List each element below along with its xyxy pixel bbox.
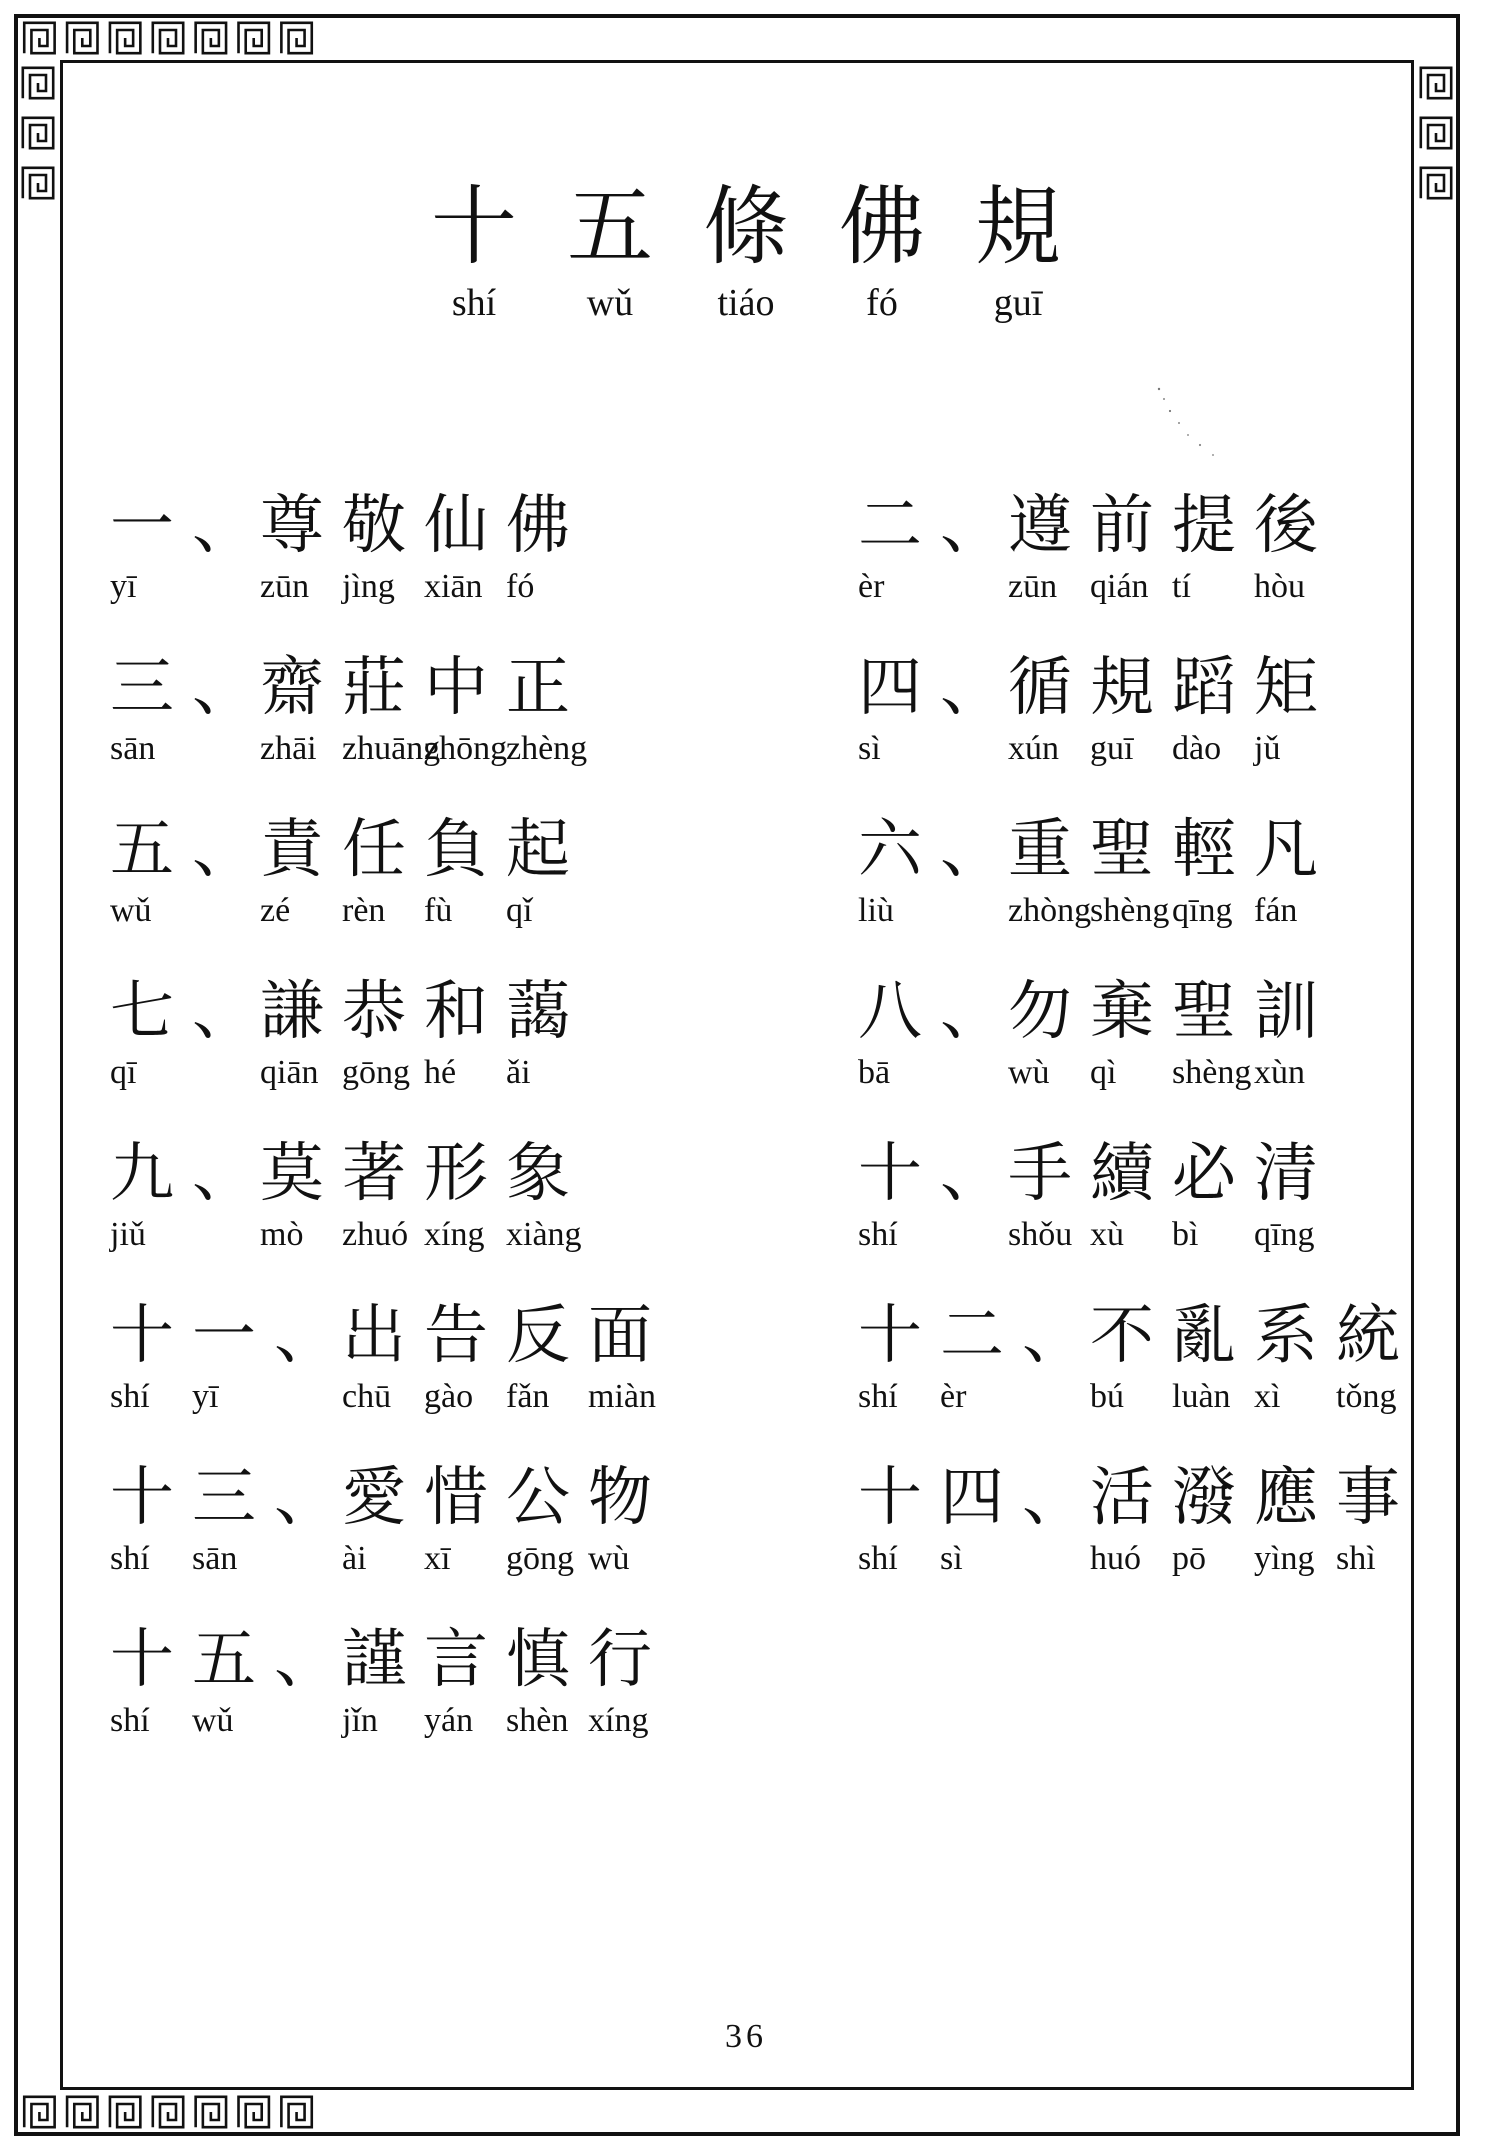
rule-number-char: 十 xyxy=(858,1137,922,1211)
rule-item xyxy=(110,1300,750,1416)
rule-char-pinyin: dào xyxy=(1172,729,1222,767)
rule-char-pinyin: xī xyxy=(424,1539,451,1577)
enumeration-comma: 、 xyxy=(1022,1299,1086,1373)
enumeration-comma: 、 xyxy=(192,975,256,1049)
rule-char: 系 xyxy=(1254,1299,1318,1373)
rule-char-pinyin: jǐn xyxy=(342,1701,378,1739)
rule-item xyxy=(858,814,1492,930)
rule-char-pinyin: wù xyxy=(1008,1053,1050,1091)
rule-hanzi xyxy=(110,976,750,1050)
rule-char: 形 xyxy=(424,1137,488,1211)
rule-char-pinyin: fán xyxy=(1254,891,1298,929)
pinyin-spacer xyxy=(192,730,260,768)
rule-number-char: 十 xyxy=(110,1623,174,1697)
rule-hanzi xyxy=(110,1138,750,1212)
rule-item xyxy=(110,814,750,930)
rule-pinyin xyxy=(858,568,1492,606)
rule-char: 言 xyxy=(424,1623,488,1697)
rule-char-pinyin: shǒu xyxy=(1008,1215,1073,1253)
rule-char-pinyin: zūn xyxy=(1008,567,1058,605)
rule-number-char: 三 xyxy=(110,651,174,725)
rule-pinyin xyxy=(110,730,750,768)
rule-number-pinyin: èr xyxy=(940,1377,967,1415)
pinyin-spacer xyxy=(940,1216,1008,1254)
enumeration-comma: 、 xyxy=(274,1299,338,1373)
rule-char: 面 xyxy=(588,1299,652,1373)
rule-number-pinyin: bā xyxy=(858,1053,891,1091)
rule-number-pinyin: wǔ xyxy=(192,1701,234,1739)
rule-char: 規 xyxy=(1090,651,1154,725)
rule-char: 藹 xyxy=(506,975,570,1049)
rule-char: 著 xyxy=(342,1137,406,1211)
rule-char: 聖 xyxy=(1090,813,1154,887)
rule-number-char: 二 xyxy=(940,1299,1004,1373)
title-char: 佛 xyxy=(839,177,925,277)
rule-char: 活 xyxy=(1090,1461,1154,1535)
rule-hanzi xyxy=(858,652,1492,726)
rule-char: 告 xyxy=(424,1299,488,1373)
rule-char: 齋 xyxy=(260,651,324,725)
pinyin-spacer xyxy=(274,1702,342,1740)
pinyin-spacer xyxy=(1022,1540,1090,1578)
rule-number-pinyin: èr xyxy=(858,567,885,605)
rule-number-pinyin: sān xyxy=(110,729,156,767)
rule-number-char: 一 xyxy=(192,1299,256,1373)
rule-number-pinyin: sì xyxy=(940,1539,963,1577)
rule-char-pinyin: yán xyxy=(424,1701,474,1739)
rule-char-pinyin: zhuó xyxy=(342,1215,409,1253)
rule-char: 不 xyxy=(1090,1299,1154,1373)
rule-item xyxy=(858,1462,1492,1578)
rule-char: 出 xyxy=(342,1299,406,1373)
enumeration-comma: 、 xyxy=(192,651,256,725)
rule-number-pinyin: shí xyxy=(110,1701,150,1739)
rule-char: 亂 xyxy=(1172,1299,1236,1373)
rule-char-pinyin: fǎn xyxy=(506,1377,550,1415)
rule-number-pinyin: yī xyxy=(192,1377,219,1415)
enumeration-comma: 、 xyxy=(274,1461,338,1535)
rule-pinyin xyxy=(858,1054,1492,1092)
rule-char: 敬 xyxy=(342,489,406,563)
title-char: 十 xyxy=(431,177,517,277)
rule-char-pinyin: gōng xyxy=(342,1053,410,1091)
rule-char: 莫 xyxy=(260,1137,324,1211)
rule-char-pinyin: xì xyxy=(1254,1377,1281,1415)
rule-char-pinyin: zhòng xyxy=(1008,891,1092,929)
pinyin-spacer xyxy=(192,1054,260,1092)
rule-char: 責 xyxy=(260,813,324,887)
rule-char: 反 xyxy=(506,1299,570,1373)
rule-char-pinyin: hòu xyxy=(1254,567,1305,605)
rule-char: 象 xyxy=(506,1137,570,1211)
rule-char-pinyin: shèn xyxy=(506,1701,569,1739)
rule-hanzi xyxy=(110,1300,750,1374)
pinyin-spacer xyxy=(940,568,1008,606)
pinyin-spacer xyxy=(192,892,260,930)
rule-char: 仙 xyxy=(424,489,488,563)
rule-item xyxy=(858,976,1492,1092)
pinyin-spacer xyxy=(274,1540,342,1578)
page-number: 36 xyxy=(725,2018,767,2055)
title-pinyin-syllable: tiáo xyxy=(717,281,775,324)
rule-char-pinyin: huó xyxy=(1090,1539,1141,1577)
pinyin-spacer xyxy=(1022,1378,1090,1416)
rule-char-pinyin: xùn xyxy=(1254,1053,1305,1091)
rule-char: 中 xyxy=(424,651,488,725)
rule-char: 應 xyxy=(1254,1461,1318,1535)
rule-hanzi xyxy=(110,652,750,726)
rule-number-char: 四 xyxy=(858,651,922,725)
rule-char: 輕 xyxy=(1172,813,1236,887)
rule-char-pinyin: xiān xyxy=(424,567,483,605)
rule-char: 起 xyxy=(506,813,570,887)
rule-char-pinyin: yìng xyxy=(1254,1539,1315,1577)
rule-char-pinyin: jìng xyxy=(342,567,395,605)
rule-number-pinyin: liù xyxy=(858,891,894,929)
rule-number-pinyin: shí xyxy=(110,1539,150,1577)
rule-char: 謙 xyxy=(260,975,324,1049)
enumeration-comma: 、 xyxy=(940,975,1004,1049)
rule-char: 惜 xyxy=(424,1461,488,1535)
rule-char-pinyin: chū xyxy=(342,1377,392,1415)
rule-char: 蹈 xyxy=(1172,651,1236,725)
rule-char: 公 xyxy=(506,1461,570,1535)
rule-char: 莊 xyxy=(342,651,406,725)
rule-item xyxy=(858,652,1492,768)
rule-number-char: 一 xyxy=(110,489,174,563)
rule-char-pinyin: qīng xyxy=(1254,1215,1315,1253)
enumeration-comma: 、 xyxy=(940,813,1004,887)
rule-char-pinyin: zūn xyxy=(260,567,310,605)
rule-char: 和 xyxy=(424,975,488,1049)
rule-pinyin xyxy=(858,1540,1492,1578)
rule-hanzi xyxy=(110,490,750,564)
rule-char-pinyin: qiān xyxy=(260,1053,319,1091)
rule-char: 慎 xyxy=(506,1623,570,1697)
rule-char: 必 xyxy=(1172,1137,1236,1211)
title-pinyin-syllable: fó xyxy=(866,281,898,324)
rule-char: 訓 xyxy=(1254,975,1318,1049)
rule-char-pinyin: zhuāng xyxy=(342,729,441,767)
title-pinyin-syllable: wǔ xyxy=(586,281,634,324)
scan-speckle xyxy=(1155,385,1225,465)
rule-pinyin xyxy=(110,1540,750,1578)
rule-hanzi xyxy=(858,490,1492,564)
rule-item xyxy=(110,1462,750,1578)
enumeration-comma: 、 xyxy=(1022,1461,1086,1535)
rule-item xyxy=(110,1624,750,1740)
rule-number-pinyin: qī xyxy=(110,1053,137,1091)
rule-char-pinyin: xù xyxy=(1090,1215,1124,1253)
rule-char-pinyin: shèng xyxy=(1172,1053,1252,1091)
rule-char: 清 xyxy=(1254,1137,1318,1211)
rule-char-pinyin: qián xyxy=(1090,567,1149,605)
rule-char-pinyin: fó xyxy=(506,567,535,605)
rule-item xyxy=(110,490,750,606)
title-char: 條 xyxy=(703,177,789,277)
rule-char: 棄 xyxy=(1090,975,1154,1049)
enumeration-comma: 、 xyxy=(940,489,1004,563)
rule-pinyin xyxy=(110,568,750,606)
rule-number-pinyin: shí xyxy=(858,1377,898,1415)
rule-char: 恭 xyxy=(342,975,406,1049)
rule-number-char: 十 xyxy=(110,1461,174,1535)
rule-char: 手 xyxy=(1008,1137,1072,1211)
rule-char: 負 xyxy=(424,813,488,887)
rule-char-pinyin: xún xyxy=(1008,729,1059,767)
rule-char-pinyin: xíng xyxy=(424,1215,485,1253)
rule-char: 統 xyxy=(1336,1299,1400,1373)
enumeration-comma: 、 xyxy=(192,1137,256,1211)
enumeration-comma: 、 xyxy=(192,489,256,563)
rule-char: 勿 xyxy=(1008,975,1072,1049)
rule-char: 物 xyxy=(588,1461,652,1535)
rule-char: 尊 xyxy=(260,489,324,563)
rule-pinyin xyxy=(110,892,750,930)
rule-hanzi xyxy=(858,976,1492,1050)
enumeration-comma: 、 xyxy=(940,1137,1004,1211)
rule-char: 事 xyxy=(1336,1461,1400,1535)
title-pinyin-syllable: shí xyxy=(451,281,497,324)
rule-char-pinyin: jǔ xyxy=(1254,729,1281,767)
pinyin-spacer xyxy=(940,892,1008,930)
title-char: 五 xyxy=(567,177,653,277)
rule-char-pinyin: gào xyxy=(424,1377,474,1415)
rule-char-pinyin: gōng xyxy=(506,1539,574,1577)
rule-char: 循 xyxy=(1008,651,1072,725)
rule-hanzi xyxy=(858,1138,1492,1212)
rule-item xyxy=(858,490,1492,606)
rule-item xyxy=(110,1138,750,1254)
rule-char-pinyin: bú xyxy=(1090,1377,1124,1415)
rule-number-pinyin: wǔ xyxy=(110,891,152,929)
rule-number-pinyin: shí xyxy=(110,1377,150,1415)
rule-char: 任 xyxy=(342,813,406,887)
rule-hanzi xyxy=(858,1300,1492,1374)
rule-char-pinyin: xiàng xyxy=(506,1215,582,1253)
rule-char: 前 xyxy=(1090,489,1154,563)
rule-item xyxy=(110,652,750,768)
rule-char-pinyin: zhāi xyxy=(260,729,317,767)
enumeration-comma: 、 xyxy=(192,813,256,887)
rule-char-pinyin: miàn xyxy=(588,1377,656,1415)
rule-number-pinyin: sì xyxy=(858,729,881,767)
rule-char-pinyin: zhōng xyxy=(424,729,508,767)
rule-pinyin xyxy=(858,730,1492,768)
rule-item xyxy=(110,976,750,1092)
rule-char-pinyin: guī xyxy=(1090,729,1134,767)
rule-hanzi xyxy=(110,1462,750,1536)
pinyin-spacer xyxy=(940,1054,1008,1092)
rule-number-pinyin: jiǔ xyxy=(110,1215,146,1253)
enumeration-comma: 、 xyxy=(274,1623,338,1697)
rule-char-pinyin: qīng xyxy=(1172,891,1233,929)
rule-char: 後 xyxy=(1254,489,1318,563)
title-char: 規 xyxy=(975,177,1061,277)
rule-char: 矩 xyxy=(1254,651,1318,725)
rule-hanzi xyxy=(858,814,1492,888)
rule-char-pinyin: rèn xyxy=(342,891,386,929)
rule-number-char: 十 xyxy=(858,1299,922,1373)
rule-char-pinyin: qì xyxy=(1090,1053,1117,1091)
rule-char-pinyin: zhèng xyxy=(506,729,588,767)
rule-pinyin xyxy=(858,1378,1492,1416)
rule-char-pinyin: ǎi xyxy=(506,1053,531,1091)
rule-number-char: 二 xyxy=(858,489,922,563)
rule-char-pinyin: tǒng xyxy=(1336,1377,1397,1415)
rule-item xyxy=(858,1300,1492,1416)
rule-number-char: 九 xyxy=(110,1137,174,1211)
rule-number-char: 三 xyxy=(192,1461,256,1535)
enumeration-comma: 、 xyxy=(940,651,1004,725)
rule-char-pinyin: wù xyxy=(588,1539,630,1577)
rule-char: 行 xyxy=(588,1623,652,1697)
rule-char-pinyin: pō xyxy=(1172,1539,1206,1577)
rule-char: 潑 xyxy=(1172,1461,1236,1535)
rule-number-char: 七 xyxy=(110,975,174,1049)
rule-char-pinyin: shì xyxy=(1336,1539,1376,1577)
rule-char: 提 xyxy=(1172,489,1236,563)
rule-char: 遵 xyxy=(1008,489,1072,563)
rule-char: 續 xyxy=(1090,1137,1154,1211)
rule-hanzi xyxy=(110,1624,750,1698)
rule-char: 謹 xyxy=(342,1623,406,1697)
rule-char-pinyin: ài xyxy=(342,1539,367,1577)
rule-number-char: 八 xyxy=(858,975,922,1049)
rule-char: 重 xyxy=(1008,813,1072,887)
pinyin-spacer xyxy=(192,568,260,606)
rule-char-pinyin: shèng xyxy=(1090,891,1170,929)
rule-hanzi xyxy=(110,814,750,888)
pinyin-spacer xyxy=(192,1216,260,1254)
rule-number-pinyin: shí xyxy=(858,1215,898,1253)
rule-pinyin xyxy=(110,1054,750,1092)
rule-number-char: 十 xyxy=(110,1299,174,1373)
rule-pinyin xyxy=(110,1702,750,1740)
rule-char-pinyin: qǐ xyxy=(506,891,533,929)
rule-char: 聖 xyxy=(1172,975,1236,1049)
rule-char-pinyin: tí xyxy=(1172,567,1191,605)
rule-pinyin xyxy=(858,1216,1492,1254)
rule-char-pinyin: luàn xyxy=(1172,1377,1231,1415)
rule-char-pinyin: fù xyxy=(424,891,453,929)
rule-number-pinyin: yī xyxy=(110,567,137,605)
rule-number-char: 六 xyxy=(858,813,922,887)
title-pinyin-syllable: guī xyxy=(993,281,1043,324)
rule-item xyxy=(858,1138,1492,1254)
rule-pinyin xyxy=(110,1216,750,1254)
rule-char-pinyin: zé xyxy=(260,891,291,929)
rule-char-pinyin: hé xyxy=(424,1053,457,1091)
rule-number-char: 五 xyxy=(110,813,174,887)
rule-char-pinyin: mò xyxy=(260,1215,304,1253)
rule-char: 愛 xyxy=(342,1461,406,1535)
rule-number-char: 十 xyxy=(858,1461,922,1535)
rule-char-pinyin: xíng xyxy=(588,1701,649,1739)
rule-number-char: 五 xyxy=(192,1623,256,1697)
rule-char: 佛 xyxy=(506,489,570,563)
rule-number-char: 四 xyxy=(940,1461,1004,1535)
pinyin-spacer xyxy=(940,730,1008,768)
rule-char-pinyin: bì xyxy=(1172,1215,1199,1253)
rule-number-pinyin: shí xyxy=(858,1539,898,1577)
rule-number-pinyin: sān xyxy=(192,1539,238,1577)
rule-pinyin xyxy=(858,892,1492,930)
rule-char: 凡 xyxy=(1254,813,1318,887)
pinyin-spacer xyxy=(274,1378,342,1416)
rule-hanzi xyxy=(858,1462,1492,1536)
rule-char: 正 xyxy=(506,651,570,725)
rule-pinyin xyxy=(110,1378,750,1416)
